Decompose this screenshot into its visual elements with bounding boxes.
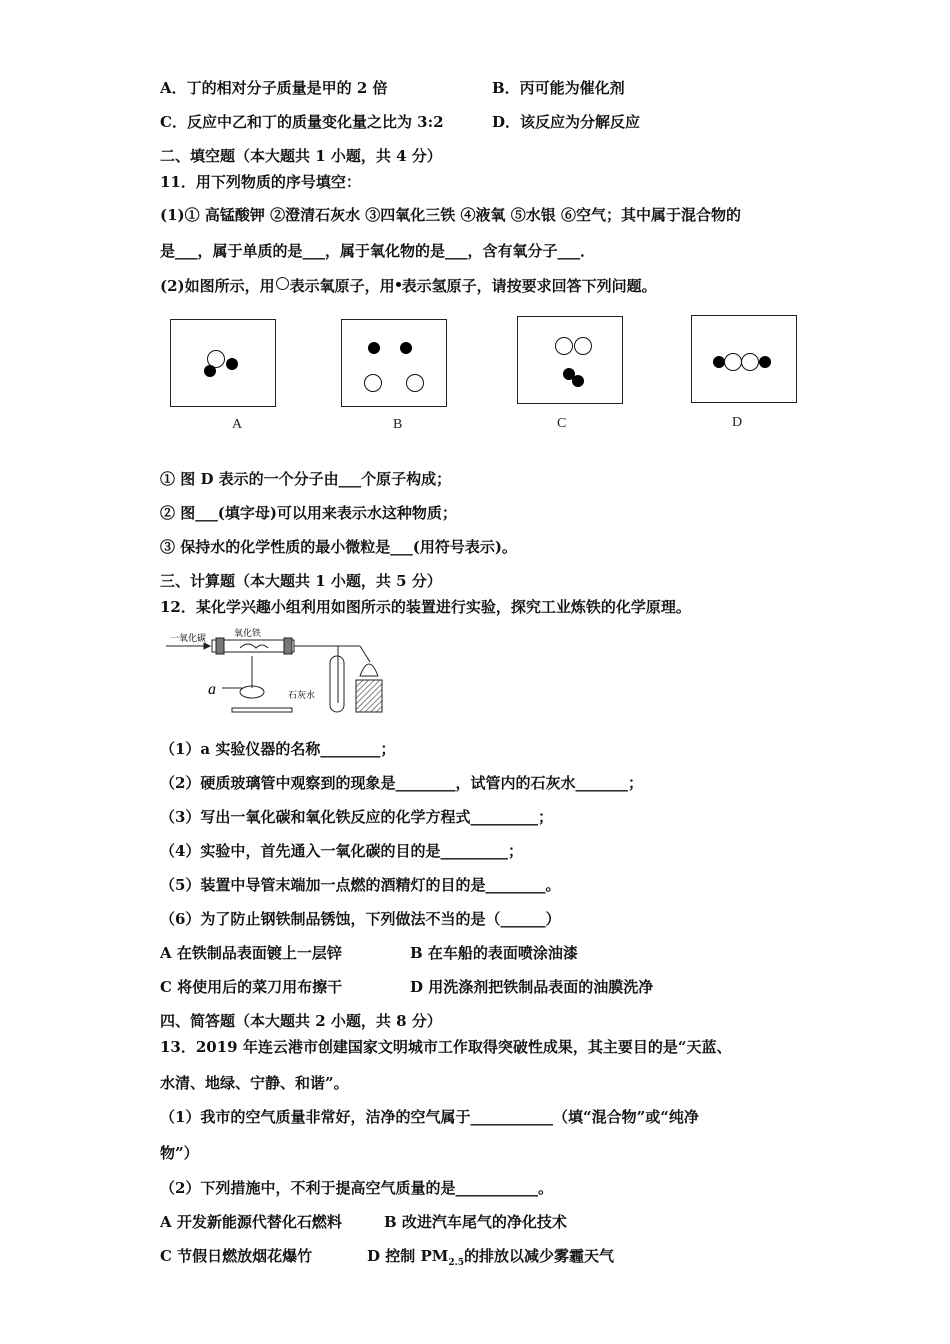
figure-d-box xyxy=(691,315,797,403)
stopper-left xyxy=(216,638,224,654)
q13-option-d xyxy=(367,1246,614,1273)
hydrogen-atom xyxy=(204,365,216,377)
q13-option-b: B 改进汽车尾气的净化技术 xyxy=(384,1213,567,1231)
tail-tube xyxy=(360,646,370,662)
q11-part2 xyxy=(160,276,657,296)
oxygen-atom xyxy=(406,374,424,392)
q11-sub2: ② 图___(填字母)可以用来表示水这种物质； xyxy=(160,504,457,522)
q12-option-b: B 在车船的表面喷涂油漆 xyxy=(410,944,578,962)
q13-part1-line2: 物”） xyxy=(160,1144,199,1162)
test-tube xyxy=(330,656,344,712)
q12-option-a: A 在铁制品表面镀上一层锌 xyxy=(160,944,342,962)
q13-option-d-post: 的排放以减少雾霾天气 xyxy=(464,1247,615,1265)
burner-flame xyxy=(360,664,378,676)
q12-item-3: （3）写出一氧化碳和氧化铁反应的化学方程式_________； xyxy=(160,808,553,826)
q11-part2-post: 表示氢原子，请按要求回答下列问题。 xyxy=(401,277,657,295)
q13-option-c: C 节假日燃放烟花爆竹 xyxy=(160,1247,313,1265)
oxygen-atom xyxy=(724,353,742,371)
q11-part2-pre: (2)如图所示，用 xyxy=(160,277,275,295)
q12-item-6: （6）为了防止钢铁制品锈蚀，下列做法不当的是（______） xyxy=(160,910,561,928)
hydrogen-atom-icon xyxy=(396,282,401,287)
oxygen-atom xyxy=(574,337,592,355)
figure-c-label: C xyxy=(557,416,567,431)
q13-line1: 13．2019 年连云港市创建国家文明城市工作取得突破性成果，其主要目的是“天蓝、 xyxy=(160,1038,732,1056)
figure-c-box xyxy=(517,316,623,404)
hydrogen-atom xyxy=(572,375,584,387)
section4-title: 四、简答题（本大题共 2 小题，共 8 分） xyxy=(160,1012,442,1030)
figure-b-label: B xyxy=(393,417,403,432)
q11-part2-mid: 表示氧原子，用 xyxy=(289,277,395,295)
q12-item-4: （4）实验中，首先通入一氧化碳的目的是_________； xyxy=(160,842,523,860)
figure-b-box xyxy=(341,319,447,407)
oxygen-atom xyxy=(555,337,573,355)
q11-stem: 11．用下列物质的序号填空： xyxy=(160,173,361,191)
figure-a-box xyxy=(170,319,276,407)
label-a: a xyxy=(208,681,216,698)
q11-sub3: ③ 保持水的化学性质的最小微粒是___(用符号表示)。 xyxy=(160,538,517,556)
q12-option-d: D 用洗涤剂把铁制品表面的油膜洗净 xyxy=(410,978,654,996)
hydrogen-atom xyxy=(759,356,771,368)
q10-option-b: B．丙可能为催化剂 xyxy=(492,79,625,97)
iron-oxide-sample xyxy=(240,644,268,648)
q13-part2: （2）下列措施中，不利于提高空气质量的是___________。 xyxy=(160,1179,553,1197)
q11-sub1: ① 图 D 表示的一个分子由___个原子构成； xyxy=(160,470,452,488)
q13-option-a: A 开发新能源代替化石燃料 xyxy=(160,1213,342,1231)
q11-part1-line2: 是___，属于单质的是___，属于氧化物的是___，含有氧分子___． xyxy=(160,242,596,260)
q12-item-1: （1）a 实验仪器的名称________； xyxy=(160,740,396,758)
oxygen-atom-icon xyxy=(276,277,289,290)
oxygen-atom xyxy=(741,353,759,371)
hydrogen-atom xyxy=(400,342,412,354)
limewater-label: 石灰水 xyxy=(288,690,316,700)
q13-part1-line1: （1）我市的空气质量非常好，洁净的空气属于___________（填“混合物”或“纯净 xyxy=(160,1108,699,1126)
apparatus-diagram xyxy=(160,628,400,718)
hydrogen-atom xyxy=(226,358,238,370)
block-support xyxy=(356,680,382,712)
figure-d-label: D xyxy=(732,415,743,430)
section2-title: 二、填空题（本大题共 1 小题，共 4 分） xyxy=(160,147,442,165)
figure-a-label: A xyxy=(232,417,243,432)
fe2o3-label: 氧化铁 xyxy=(234,628,262,638)
q10-option-c: C．反应中乙和丁的质量变化量之比为 3:2 xyxy=(160,113,444,131)
q11-part1-line1: (1)① 高锰酸钾 ②澄清石灰水 ③四氧化三铁 ④液氧 ⑤水银 ⑥空气；其中属于混合物的 xyxy=(160,206,741,224)
q13-option-d-pre: D 控制 PM xyxy=(367,1247,449,1265)
stopper-right xyxy=(284,638,292,654)
q12-stem: 12．某化学兴趣小组利用如图所示的装置进行实验，探究工业炼铁的化学原理。 xyxy=(160,598,691,616)
q13-line2: 水清、地绿、宁静、和谐”。 xyxy=(160,1074,349,1092)
pm-subscript: 2.5 xyxy=(448,1258,465,1268)
q12-item-5: （5）装置中导管末端加一点燃的酒精灯的目的是________。 xyxy=(160,876,561,894)
q12-item-2: （2）硬质玻璃管中观察到的现象是________，试管内的石灰水_______； xyxy=(160,774,643,792)
co-label: 一氧化碳 xyxy=(170,633,207,643)
q10-option-a: A．丁的相对分子质量是甲的 2 倍 xyxy=(160,79,388,97)
hydrogen-atom xyxy=(368,342,380,354)
q10-option-d: D．该反应为分解反应 xyxy=(492,113,641,131)
oxygen-atom xyxy=(364,374,382,392)
stand-base xyxy=(232,708,292,712)
q12-option-c: C 将使用后的菜刀用布擦干 xyxy=(160,978,343,996)
arrow-head-icon xyxy=(204,643,210,649)
section3-title: 三、计算题（本大题共 1 小题，共 5 分） xyxy=(160,572,442,590)
